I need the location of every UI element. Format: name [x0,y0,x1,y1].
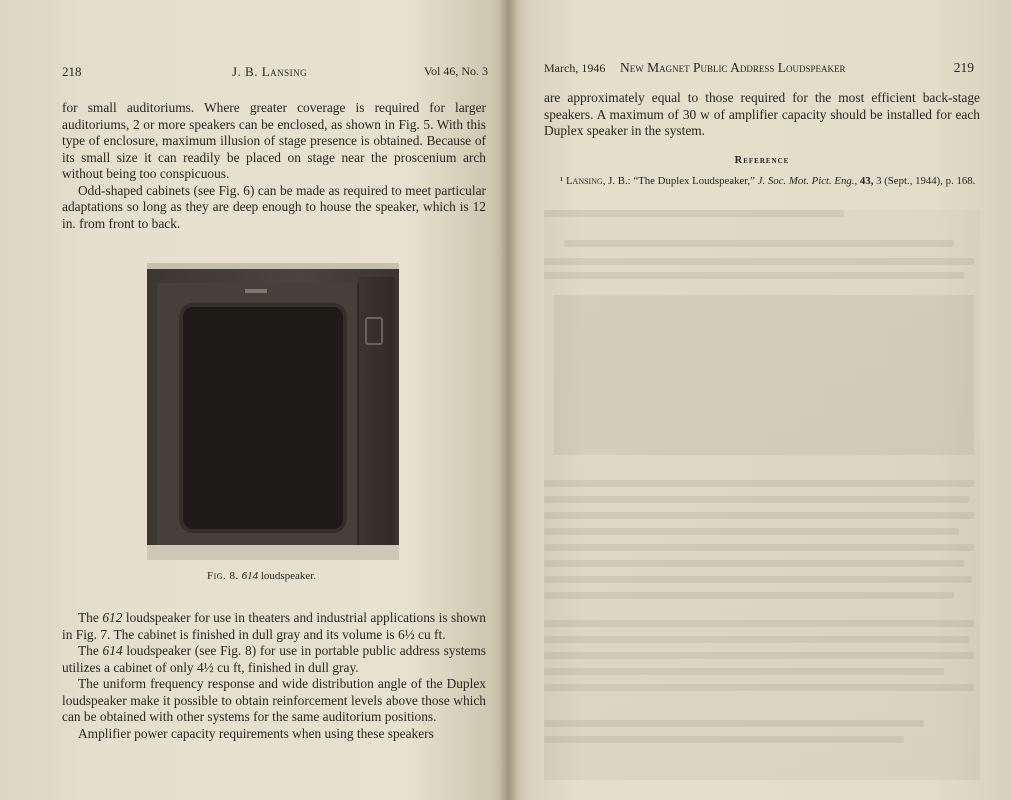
cabinet-handle [365,317,383,345]
paragraph: The 612 loudspeaker for use in theaters and industrial applications is shown in Fig. 7. The cabinet is finished in dull gray and its volume is 6½ cu ft. [62,610,486,642]
running-head-title: New Magnet Public Address Loudspeaker [620,60,846,75]
paragraph: Odd-shaped cabinets (see Fig. 6) can be made as required to meet particular adaptations so long as they are deep enough to house the speaker, which is 12 in. from front to back. [62,182,486,231]
photo-floor [147,545,399,560]
left-page-number: 218 [62,64,82,79]
right-page [508,0,1011,800]
figure-caption-text: loudspeaker. [260,570,317,582]
reference-entry: ¹ Lansing, J. B.: “The Duplex Loudspeaker,” J. Soc. Mot. Pict. Eng., 43, 3 (Sept., 1944), p. 168. [560,175,976,187]
loudspeaker-photo [147,263,399,560]
right-top-text [544,90,980,140]
reference-heading: Reference [734,155,790,166]
paragraph: The uniform frequency response and wide distribution angle of the Duplex loudspeaker make it possible to obtain reinforcement levels above those which can be obtained with other systems for the same auditorium positions. [62,676,486,724]
running-head-author: J. B. Lansing [232,64,308,79]
paragraph: Amplifier power capacity requirements when using these speakers [78,725,434,741]
cabinet-image [147,269,399,549]
left-bottom-text [62,610,486,742]
cabinet-badge [245,289,267,293]
figure-caption [207,570,316,582]
figure-model: 614 [241,570,259,582]
running-head-volume: Vol 46, No. 3 [423,64,488,78]
cabinet-front [157,283,359,545]
bleed-through [544,210,980,780]
left-top-text [62,100,486,232]
paragraph: are approximately equal to those required for the most efficient back-stage speakers. A maximum of 30 w of amplifier capacity should be installed for each Duplex speaker in the system. [544,90,980,138]
book-gutter [500,0,518,800]
cabinet-grille [179,303,347,533]
right-page-number: 219 [953,60,974,75]
figure-label: Fig. 8. [207,570,239,582]
paragraph: for small auditoriums. Where greater coverage is required for larger auditoriums, 2 or more speakers can be enclosed, as shown in Fig. 5. With this type of enclosure, maximum illusion of stage presence is obtained. Because of its small size it can readily be placed on stage near the proscenium arch without being too conspicuous. [62,100,486,181]
running-head-date: March, 1946 [544,61,606,75]
paragraph: The 614 loudspeaker (see Fig. 8) for use in portable public address systems utilizes a cabinet of only 4½ cu ft, finished in dull gray. [62,643,486,675]
